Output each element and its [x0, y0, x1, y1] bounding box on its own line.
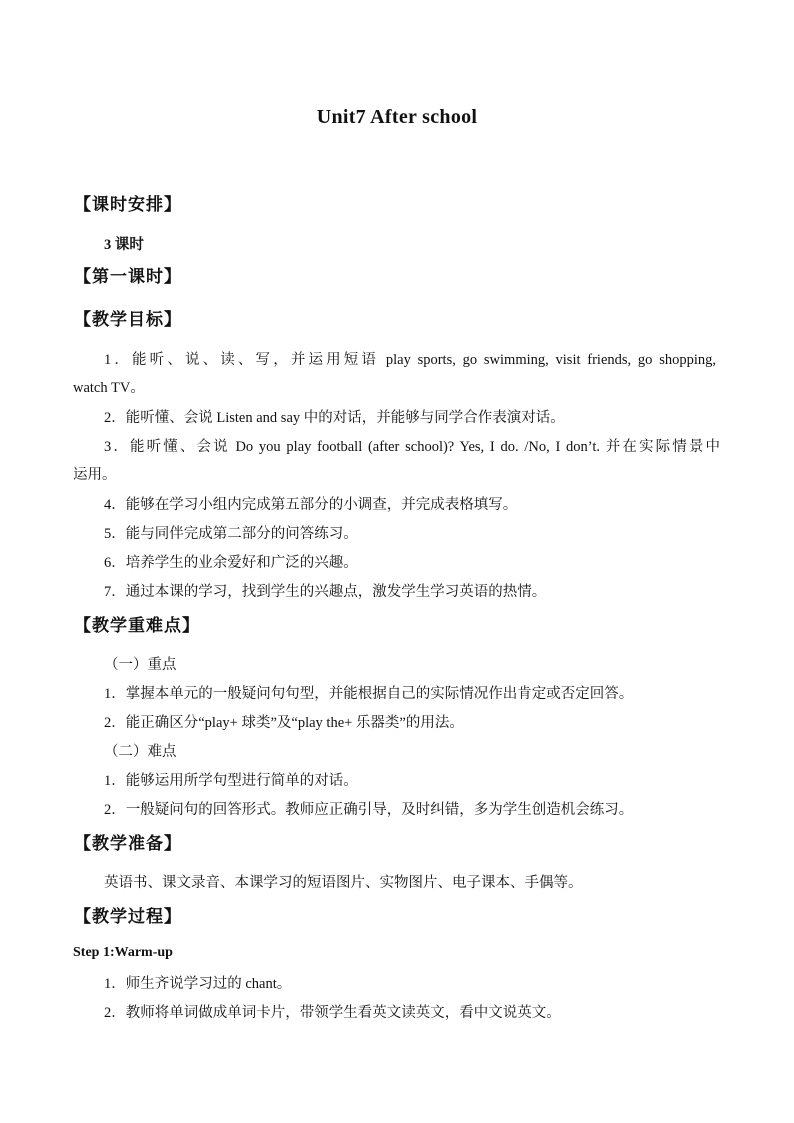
objective-item-3-cont: 运用。 — [73, 467, 117, 483]
key-points-subheading-1: （一）重点 — [104, 657, 177, 673]
objective-item-4: 4．能够在学习小组内完成第五部分的小调查，并完成表格填写。 — [104, 497, 518, 513]
objective-item-1: 1．能听、说、读、写，并运用短语 play sports, go swimming, visit friends, go shopping, — [104, 352, 716, 368]
process-item-2: 2．教师将单词做成单词卡片，带领学生看英文读英文，看中文说英文。 — [104, 1005, 561, 1021]
objective-item-1-cont: watch TV。 — [73, 380, 145, 396]
objective-item-5: 5．能与同伴完成第二部分的问答练习。 — [104, 526, 358, 542]
schedule-content: 3 课时 — [104, 237, 144, 253]
preparation-content: 英语书、课文录音、本课学习的短语图片、实物图片、电子课本、手偶等。 — [104, 875, 583, 891]
key-point-item-1: 1．掌握本单元的一般疑问句句型，并能根据自己的实际情况作出肯定或否定回答。 — [104, 686, 634, 702]
process-item-1: 1．师生齐说学习过的 chant。 — [104, 976, 292, 992]
key-points-subheading-2: （二）难点 — [104, 744, 177, 760]
objective-item-3: 3．能听懂、会说 Do you play football (after school)? Yes, I do. /No, I don’t. 并在实际情景中 — [104, 439, 720, 455]
heading-preparation: 【教学准备】 — [74, 834, 182, 853]
objective-item-7: 7．通过本课的学习，找到学生的兴趣点，激发学生学习英语的热情。 — [104, 584, 547, 600]
objective-item-6: 6．培养学生的业余爱好和广泛的兴趣。 — [104, 555, 358, 571]
difficult-point-item-2: 2．一般疑问句的回答形式。教师应正确引导，及时纠错，多为学生创造机会练习。 — [104, 802, 634, 818]
heading-lesson1: 【第一课时】 — [74, 267, 182, 286]
heading-process: 【教学过程】 — [74, 907, 182, 926]
key-point-item-2: 2．能正确区分“play+ 球类”及“play the+ 乐器类”的用法。 — [104, 715, 464, 731]
difficult-point-item-1: 1．能够运用所学句型进行简单的对话。 — [104, 773, 358, 789]
document-title: Unit7 After school — [316, 106, 478, 128]
step1-heading: Step 1:Warm-up — [73, 945, 173, 960]
heading-schedule: 【课时安排】 — [74, 195, 182, 214]
heading-objectives: 【教学目标】 — [74, 310, 182, 329]
objective-item-2: 2．能听懂、会说 Listen and say 中的对话，并能够与同学合作表演对话。 — [104, 410, 565, 426]
heading-key-points: 【教学重难点】 — [74, 616, 200, 635]
